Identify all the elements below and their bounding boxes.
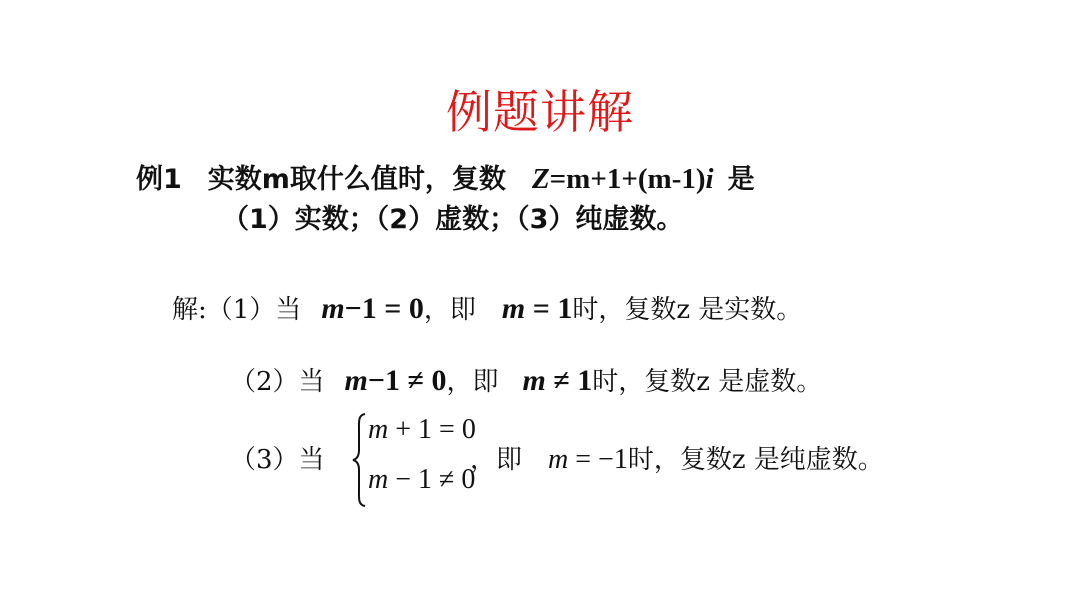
slide-title: 例题讲解 <box>446 85 634 139</box>
system-eq1-var: m <box>368 414 389 445</box>
solution-1-middle: ，即 <box>423 295 476 325</box>
complex-z-var: Z <box>531 163 550 195</box>
solution-2-res-var: m <box>522 364 546 397</box>
solution-1-prefix: 解:（1）当 <box>172 295 302 325</box>
solution-3-suffix: 时，复数z 是纯虚数。 <box>627 445 884 475</box>
solution-line-3-prefix: （3）当 <box>230 445 325 475</box>
solution-1-res-var: m <box>501 292 526 325</box>
left-brace <box>352 412 368 508</box>
solution-2-eq-var: m <box>344 364 368 397</box>
system-eq2-var: m <box>368 464 389 495</box>
solution-line-2 <box>230 361 822 398</box>
system-eq2-rest: − 1 ≠ 0 <box>388 464 476 495</box>
solution-1-eq-var: m <box>321 292 345 325</box>
complex-z-expression: =m+1+(m-1) <box>549 163 706 195</box>
problem-line-2: （1）实数；（2）虚数；（3）纯虚数。 <box>222 204 684 235</box>
problem-label: 例1 <box>136 164 182 195</box>
solution-2-prefix: （2）当 <box>230 367 325 397</box>
system-equation-2 <box>368 464 475 496</box>
problem-line-1 <box>136 157 755 196</box>
system-eq1-rest: + 1 = 0 <box>388 414 476 445</box>
solution-1-eq-rest: −1 = 0 <box>344 292 424 325</box>
solution-1-res-rest: = 1 <box>525 292 573 325</box>
solution-2-suffix: 时，复数z 是虚数。 <box>592 367 823 397</box>
solution-2-res-rest: ≠ 1 <box>545 364 593 397</box>
solution-3-res-rest: = −1 <box>568 444 628 475</box>
imaginary-unit: i <box>705 163 714 195</box>
solution-line-1 <box>172 289 802 326</box>
system-equation-1 <box>368 414 476 446</box>
solution-3-res-var: m <box>548 444 569 475</box>
problem-text-1: 实数m取什么值时，复数 <box>207 164 506 195</box>
solution-2-middle: ，即 <box>446 367 499 397</box>
solution-line-3 <box>470 439 884 476</box>
problem-text-2: 是 <box>727 164 755 195</box>
solution-2-eq-rest: −1 ≠ 0 <box>367 364 447 397</box>
solution-3-middle: ，即 <box>470 445 523 475</box>
solution-1-suffix: 时，复数z 是实数。 <box>572 295 803 325</box>
